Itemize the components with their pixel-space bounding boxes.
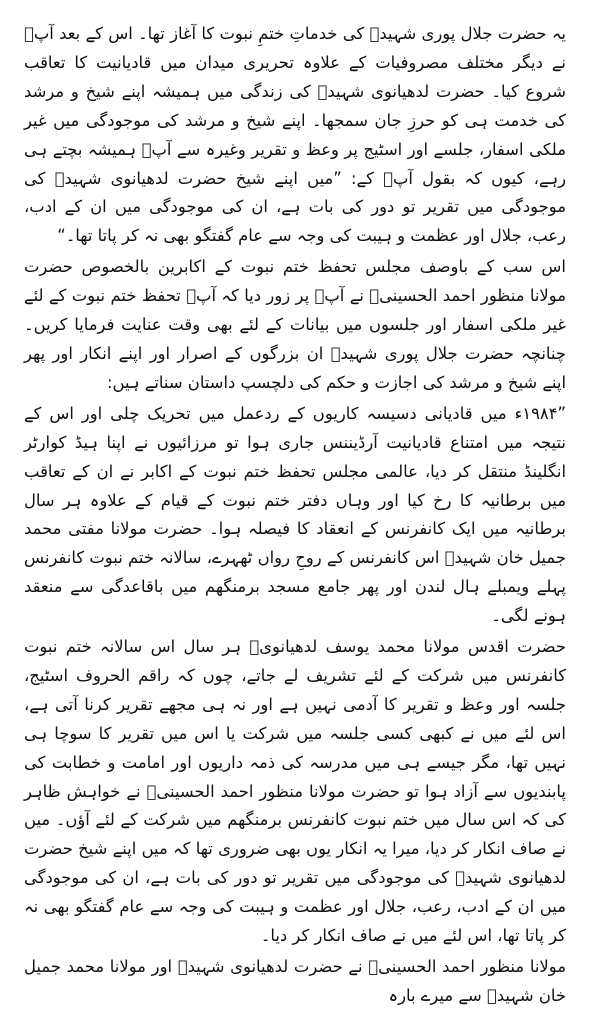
paragraph-conference: حضرت اقدس مولانا محمد یوسف لدھیانویؒ ہر سال اس سالانہ ختم نبوت کانفرنس میں شرکت کے لئے تشریف لے جاتے، چوں کہ راقم الحروف اسٹیج، جلسہ اور وعظ و تقریر کا آدمی نہیں ہے اور نہ ہی مجھے تقریر کرنا آتی ہے، اس لئے میں نے کبھی کسی جلسہ میں شرکت یا اس میں تقریر کا سوچا ہی نہیں تھا، مگر جیسے ہی میں مدرسہ کی ذمہ داریوں اور امامت و خطابت کی پابندیوں سے آزاد ہوا تو حضرت مولانا منظور احمد الحسینیؒ نے خواہش ظاہر کی کہ اس سال میں ختم نبوت کانفرنس برمنگھم میں شرکت کے لئے آؤں۔ میں نے صاف انکار کر دیا، میرا یہ انکار یوں بھی ضروری تھا کہ میں اپنے شیخ حضرت لدھیانوی شہیدؒ کی موجودگی میں تقریر تو دور کی بات ہے، ان کی موجودگی میں ان کے ادب، رعب، جلال اور عظمت و ہیبت کی وجہ سے عام گفتگو بھی نہ کر پاتا تھا، اس لئے میں نے صاف انکار کر دیا۔ xyxy=(24,637,566,946)
paragraph-elders-request: اس سب کے باوصف مجلس تحفظ ختم نبوت کے اکابرین بالخصوص حضرت مولانا منظور احمد الحسینیؒ نے آپؒ پر زور دیا کہ آپؒ تحفظ ختم نبوت کے لئے غیر ملکی اسفار اور جلسوں میں بیانات کے لئے بھی وقت عنایت فرمایا کریں۔ چنانچہ حضرت جلال پوری شہیدؒ ان بزرگوں کے اصرار اور اپنے انکار اور پھر اپنے شیخ و مرشد کی اجازت و حکم کی دلچسپ داستان سناتے ہیں: xyxy=(24,257,566,392)
paragraph-1984-quote: ”۱۹۸۴ء میں قادیانی دسیسہ کاریوں کے ردعمل میں تحریک چلی اور اس کے نتیجہ میں امتناع قادیانیت آرڈیننس جاری ہوا تو مرزائیوں نے اپنا ہیڈ کوارٹر انگلینڈ منتقل کر دیا، عالمی مجلس تحفظ ختم نبوت کے اکابر نے ان کے تعاقب میں برطانیہ کا رخ کیا اور وہاں دفتر ختم نبوت کے قیام کے علاوہ ہر سال برطانیہ میں ایک کانفرنس کے انعقاد کا فیصلہ ہوا۔ حضرت مولانا مفتی محمد جمیل خان شہیدؒ اس کانفرنس کے روحِ رواں ٹھہرے، سالانہ ختم نبوت کانفرنس پہلے ویمبلے ہال لندن اور پھر جامع مسجد برمنگھم میں باقاعدگی سے منعقد ہونے لگی۔ xyxy=(24,403,566,626)
paragraph-continuation: مولانا منظور احمد الحسینیؒ نے حضرت لدھیانوی شہیدؒ اور مولانا محمد جمیل خان شہیدؒ سے میرے بارہ xyxy=(24,957,566,1005)
body-text xyxy=(24,20,566,1011)
paragraph-intro: یہ حضرت جلال پوری شہیدؒ کی خدماتِ ختمِ نبوت کا آغاز تھا۔ اس کے بعد آپؒ نے دیگر مختلف مصروفیات کے علاوہ تحریری میدان میں قادیانیت کا تعاقب شروع کیا۔ حضرت لدھیانوی شہیدؒ کی زندگی میں ہمیشہ اپنے شیخ و مرشد کی خدمت ہی کو حرزِ جان سمجھا۔ اپنے شیخ و مرشد کی موجودگی میں غیر ملکی اسفار، جلسے اور اسٹیج پر وعظ و تقریر وغیرہ سے آپؒ ہمیشہ بچتے ہی رہے، کیوں کہ بقول آپؒ کے: ”میں اپنے شیخ حضرت لدھیانوی شہیدؒ کی موجودگی میں تقریر تو دور کی بات ہے، ان کی موجودگی میں ان کے ادب، رعب، جلال اور عظمت و ہیبت کی وجہ سے عام گفتگو بھی نہ کر پاتا تھا۔“ xyxy=(24,24,566,246)
